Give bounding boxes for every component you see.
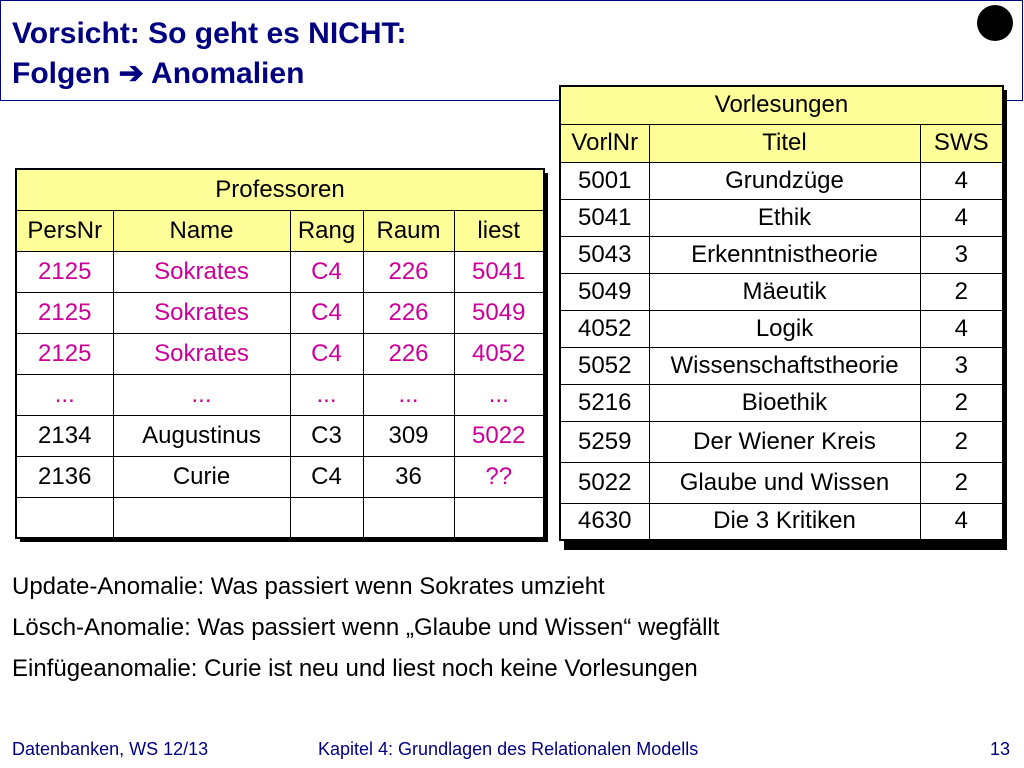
slide-title [12,14,406,94]
vorlesungen-caption: Vorlesungen [560,86,1003,124]
professoren-table [15,168,545,539]
table-cell: 2125 [16,251,113,292]
table-cell: Erkenntnistheorie [649,236,920,273]
table-cell: Glaube und Wissen [649,462,920,503]
table-cell: 226 [363,292,454,333]
table-cell: 4 [920,199,1003,236]
table-cell: 2 [920,384,1003,421]
column-header: VorlNr [560,124,649,162]
table-cell: 309 [363,415,454,456]
table-row [560,162,1003,199]
table-cell: Der Wiener Kreis [649,421,920,462]
table-cell: Augustinus [113,415,290,456]
table-row [560,199,1003,236]
table-cell: 5001 [560,162,649,199]
table-cell: 2136 [16,456,113,497]
table-cell: 5041 [454,251,544,292]
table-cell: Sokrates [113,292,290,333]
table-cell: Die 3 Kritiken [649,503,920,540]
table-cell [363,497,454,538]
table-cell [16,497,113,538]
title-line-1: Vorsicht: So geht es NICHT: [12,17,407,50]
title-line-2 [12,54,406,94]
table-cell: 4052 [560,310,649,347]
column-header: Raum [363,210,454,251]
table-cell: 4 [920,310,1003,347]
table-cell: 5041 [560,199,649,236]
professoren-caption: Professoren [16,169,544,210]
table-cell: 4052 [454,333,544,374]
table-cell: 3 [920,347,1003,384]
table-cell: 2134 [16,415,113,456]
table-cell: Ethik [649,199,920,236]
table-cell: Wissenschaftstheorie [649,347,920,384]
update-anomaly-text: Update-Anomalie: Was passiert wenn Sokrates umzieht [12,573,605,600]
table-cell: 2 [920,273,1003,310]
arrow-icon: ➔ [118,57,144,90]
table-cell: 2 [920,421,1003,462]
table-cell: C4 [290,251,363,292]
footer-page-number: 13 [990,739,1011,759]
table-cell: Logik [649,310,920,347]
table-cell: ... [290,374,363,415]
table-row [560,462,1003,503]
table-cell: ... [454,374,544,415]
table-row [16,415,544,456]
table-cell: Bioethik [649,384,920,421]
column-header: liest [454,210,544,251]
table-row [560,310,1003,347]
table-cell: ... [113,374,290,415]
table-row [560,503,1003,540]
table-cell: Grundzüge [649,162,920,199]
table-cell [290,497,363,538]
table-cell: 5259 [560,421,649,462]
table-cell: 5049 [560,273,649,310]
table-cell: 4630 [560,503,649,540]
table-cell: Sokrates [113,251,290,292]
table-cell: 5049 [454,292,544,333]
table-cell [113,497,290,538]
table-cell: C4 [290,456,363,497]
bullet-dot-icon [977,5,1013,41]
table-row [560,421,1003,462]
table-cell: 2125 [16,292,113,333]
table-cell: C4 [290,333,363,374]
table-cell: 5022 [454,415,544,456]
column-header: Name [113,210,290,251]
table-cell: 5052 [560,347,649,384]
table-row [16,497,544,538]
column-header: SWS [920,124,1003,162]
table-cell: ... [16,374,113,415]
table-cell: 226 [363,251,454,292]
table-cell: ... [363,374,454,415]
table-cell: Sokrates [113,333,290,374]
table-cell: ?? [454,456,544,497]
table-cell: 2 [920,462,1003,503]
table-cell: 5043 [560,236,649,273]
insert-anomaly-text: Einfügeanomalie: Curie ist neu und liest noch keine Vorlesungen [12,655,698,682]
table-cell: 5022 [560,462,649,503]
footer-course: Datenbanken, WS 12/13 [12,739,209,759]
table-cell: 4 [920,503,1003,540]
table-row [16,333,544,374]
table-cell: Mäeutik [649,273,920,310]
table-cell: 36 [363,456,454,497]
table-row [16,292,544,333]
table-cell: 5216 [560,384,649,421]
table-cell: 3 [920,236,1003,273]
table-row [16,456,544,497]
table-cell [454,497,544,538]
table-cell: 2125 [16,333,113,374]
table-row [560,347,1003,384]
table-cell: C3 [290,415,363,456]
title-line-2-end: Anomalien [151,57,305,90]
table-row [560,273,1003,310]
table-cell: 226 [363,333,454,374]
title-line-2-start: Folgen [12,57,111,90]
column-header: PersNr [16,210,113,251]
footer-chapter: Kapitel 4: Grundlagen des Relationalen Modells [318,739,699,759]
table-cell: Curie [113,456,290,497]
table-row [560,236,1003,273]
delete-anomaly-text: Lösch-Anomalie: Was passiert wenn „Glaube und Wissen“ wegfällt [12,614,720,641]
table-cell: 4 [920,162,1003,199]
column-header: Rang [290,210,363,251]
table-row [560,384,1003,421]
column-header: Titel [649,124,920,162]
vorlesungen-table [559,85,1004,541]
table-row [16,251,544,292]
table-cell: C4 [290,292,363,333]
table-row [16,374,544,415]
